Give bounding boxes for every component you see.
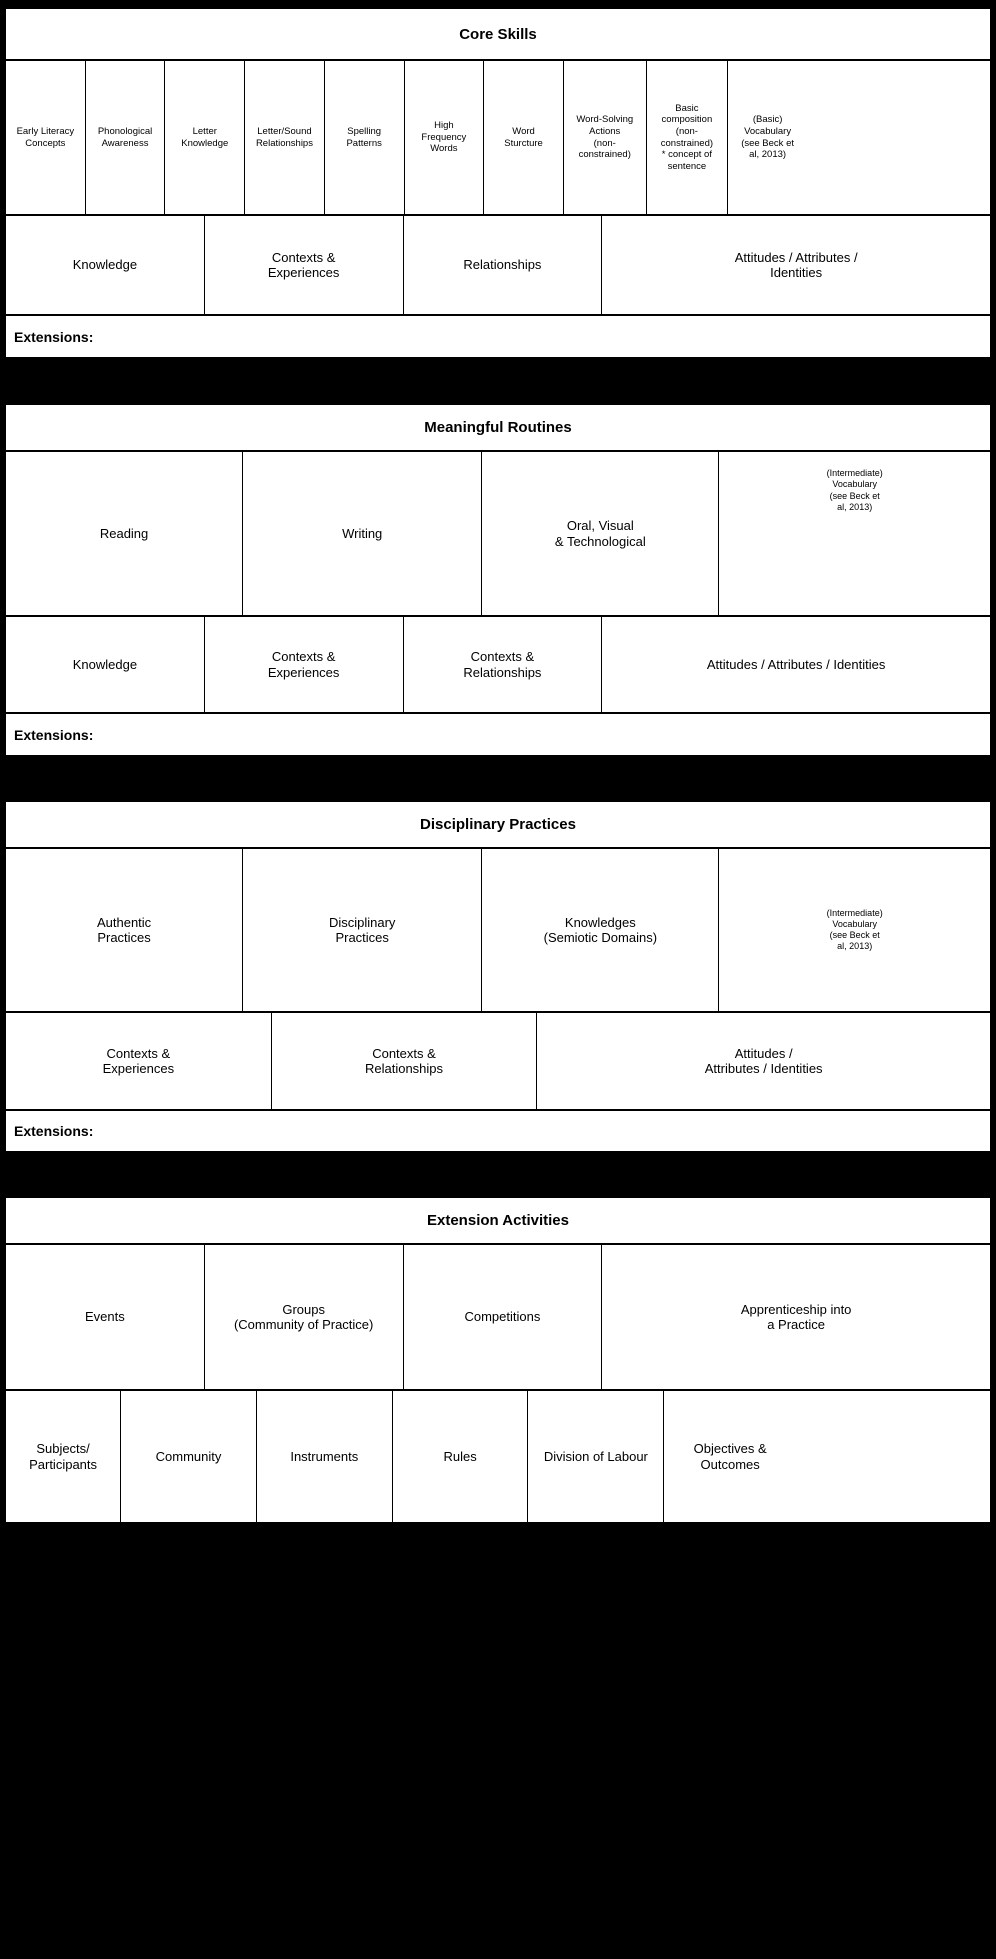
cell-dimension-instruments: Instruments (257, 1391, 393, 1522)
core-skills-dimensions-row (6, 214, 990, 314)
cell-dimension-contexts-experiences: Contexts & Experiences (6, 1013, 272, 1109)
extensions-disciplinary-practices: Extensions: (6, 1109, 990, 1151)
cell-dimension-community: Community (121, 1391, 257, 1522)
cell-dimension-knowledge: Knowledge (6, 216, 205, 314)
extensions-core-skills: Extensions: (6, 314, 990, 357)
cell-word-structure: Word Sturcture (484, 61, 564, 214)
cell-dimension-objectives-outcomes: Objectives & Outcomes (664, 1391, 796, 1522)
cell-disciplinary-practices: Disciplinary Practices (243, 849, 482, 1011)
cell-basic-composition: Basic composition (non- constrained) * concept of sentence (647, 61, 729, 214)
separator-band-3 (0, 1151, 996, 1195)
cell-groups-community-of-practice: Groups (Community of Practice) (205, 1245, 404, 1389)
cell-events: Events (6, 1245, 205, 1389)
separator-band-2 (0, 755, 996, 799)
cell-dimension-attitudes-attributes-identities: Attitudes / Attributes / Identities (537, 1013, 990, 1109)
disciplinary-practices-row (6, 849, 990, 1011)
meaningful-routines-row (6, 452, 990, 615)
cell-dimension-subjects-participants: Subjects/ Participants (6, 1391, 121, 1522)
cell-high-frequency-words: High Frequency Words (405, 61, 485, 214)
cell-phonological-awareness: Phonological Awareness (86, 61, 166, 214)
cell-dimension-knowledge: Knowledge (6, 617, 205, 712)
block-title-disciplinary-practices: Disciplinary Practices (6, 802, 990, 849)
disciplinary-practices-dimensions-row (6, 1011, 990, 1109)
block-disciplinary-practices (3, 799, 993, 1151)
extension-activities-row (6, 1245, 990, 1389)
block-title-core-skills: Core Skills (6, 9, 990, 61)
cell-letter-knowledge: Letter Knowledge (165, 61, 245, 214)
cell-dimension-attitudes-attributes-identities: Attitudes / Attributes / Identities (602, 617, 990, 712)
block-title-meaningful-routines: Meaningful Routines (6, 405, 990, 452)
bottom-black-band (0, 1522, 996, 1567)
block-extension-activities (3, 1195, 993, 1522)
cell-word-solving-actions: Word-Solving Actions (non- constrained) (564, 61, 647, 214)
block-core-skills (3, 6, 993, 358)
cell-reading: Reading (6, 452, 243, 615)
cell-apprenticeship-into-a-practice: Apprenticeship into a Practice (602, 1245, 990, 1389)
cell-writing: Writing (243, 452, 482, 615)
cell-dimension-contexts-experiences: Contexts & Experiences (205, 617, 404, 712)
extensions-meaningful-routines: Extensions: (6, 712, 990, 755)
block-title-extension-activities: Extension Activities (6, 1198, 990, 1245)
core-skills-row (6, 61, 990, 214)
cell-dimension-contexts-relationships: Contexts & Relationships (272, 1013, 538, 1109)
meaningful-routines-dimensions-row (6, 615, 990, 712)
extension-activities-dimensions-row (6, 1389, 990, 1522)
cell-dimension-contexts-relationships: Contexts & Relationships (404, 617, 603, 712)
separator-band-1 (0, 358, 996, 402)
cell-oral-visual-technological: Oral, Visual & Technological (482, 452, 719, 615)
cell-dimension-division-of-labour: Division of Labour (528, 1391, 664, 1522)
cell-intermediate-vocabulary: (Intermediate) Vocabulary (see Beck et al, 2013) (719, 849, 990, 1011)
cell-letter-sound-relationships: Letter/Sound Relationships (245, 61, 325, 214)
block-meaningful-routines (3, 402, 993, 755)
cell-dimension-rules: Rules (393, 1391, 529, 1522)
cell-dimension-attitudes-attributes-identities: Attitudes / Attributes / Identities (602, 216, 990, 314)
cell-authentic-practices: Authentic Practices (6, 849, 243, 1011)
cell-knowledges-semiotic-domains: Knowledges (Semiotic Domains) (482, 849, 719, 1011)
cell-early-literacy-concepts: Early Literacy Concepts (6, 61, 86, 214)
cell-basic-vocabulary: (Basic) Vocabulary (see Beck et al, 2013) (728, 61, 807, 214)
cell-intermediate-vocabulary: (Intermediate) Vocabulary (see Beck et al, 2013) (719, 452, 990, 615)
cell-spelling-patterns: Spelling Patterns (325, 61, 405, 214)
cell-dimension-relationships: Relationships (404, 216, 603, 314)
cell-dimension-contexts-experiences: Contexts & Experiences (205, 216, 404, 314)
cell-competitions: Competitions (404, 1245, 603, 1389)
